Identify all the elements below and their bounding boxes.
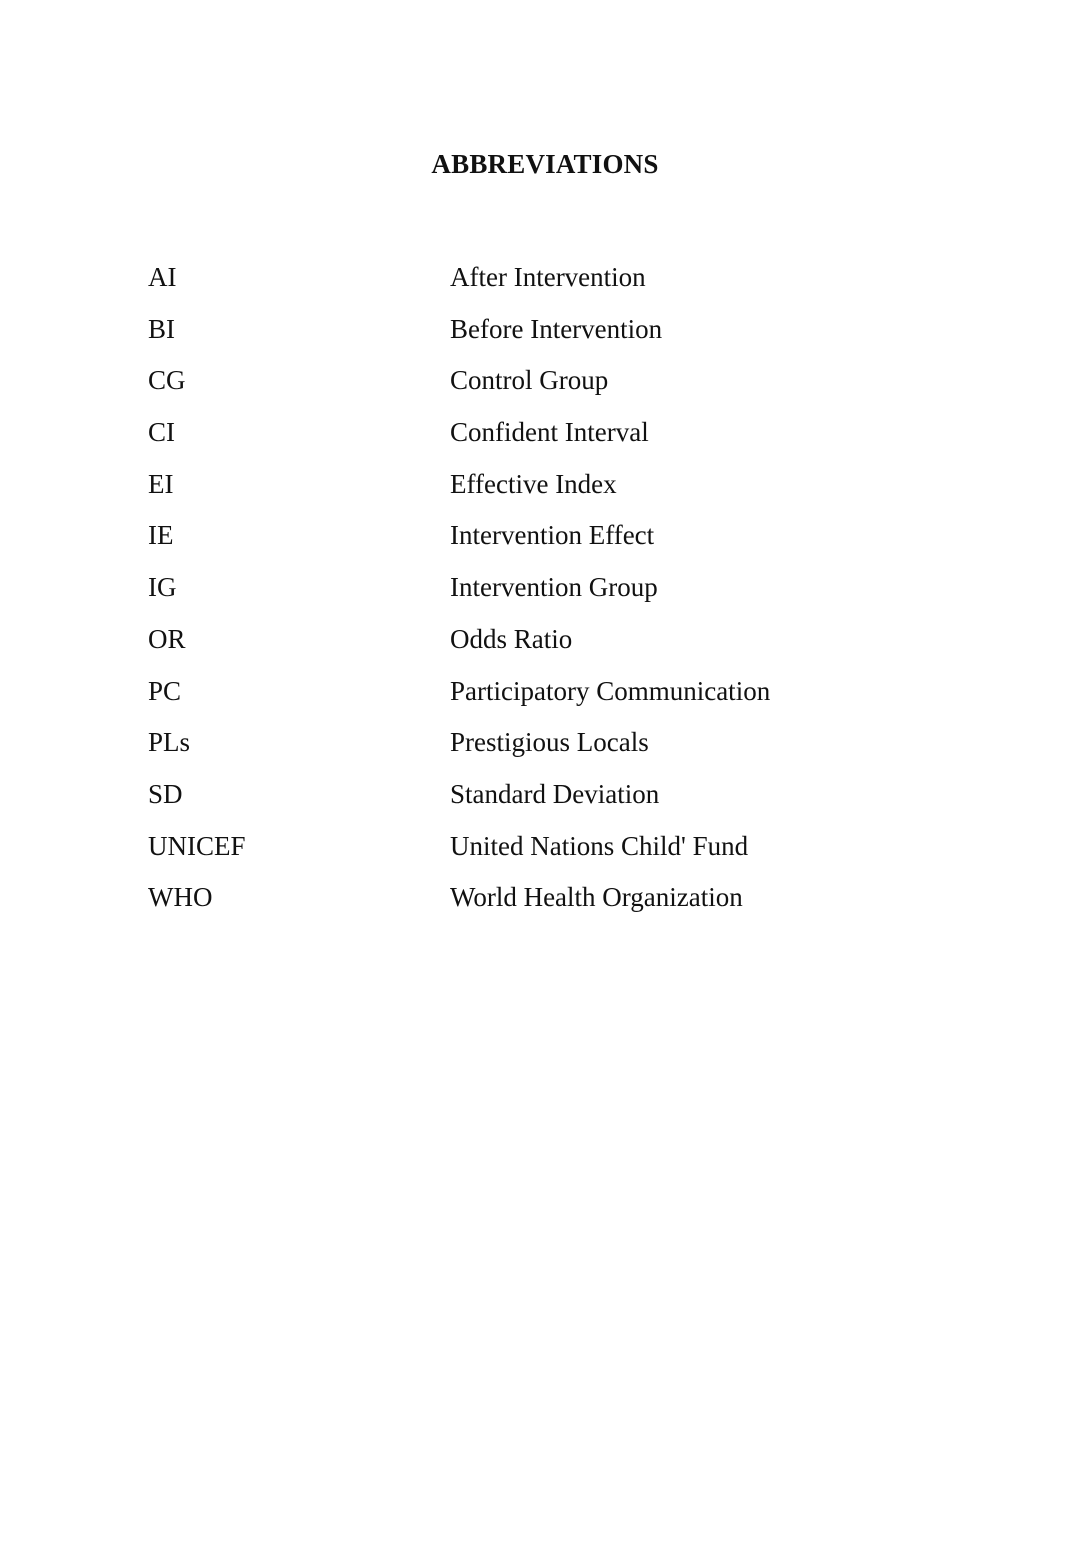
abbreviation-term: OR bbox=[148, 623, 186, 654]
abbreviation-term: UNICEF bbox=[148, 830, 246, 861]
abbreviation-term: SD bbox=[148, 778, 183, 809]
abbreviation-term: PLs bbox=[148, 727, 191, 758]
abbreviation-row bbox=[148, 568, 948, 620]
abbreviation-definition: Intervention Effect bbox=[450, 520, 655, 551]
abbreviation-definition: Prestigious Locals bbox=[450, 727, 649, 758]
abbreviation-definition: Confident Interval bbox=[450, 417, 649, 448]
abbreviation-term: BI bbox=[148, 313, 175, 344]
abbreviation-term: IG bbox=[148, 572, 177, 603]
abbreviation-row bbox=[148, 413, 948, 465]
abbreviation-definition: Control Group bbox=[450, 365, 609, 396]
abbreviation-term: PC bbox=[148, 675, 182, 706]
abbreviation-term: WHO bbox=[148, 882, 213, 913]
abbreviation-row bbox=[148, 361, 948, 413]
abbreviation-definition: Participatory Communication bbox=[450, 675, 771, 706]
abbreviation-term: CG bbox=[148, 365, 186, 396]
abbreviation-row bbox=[148, 465, 948, 517]
abbreviation-row bbox=[148, 827, 948, 879]
abbreviation-definition: Standard Deviation bbox=[450, 778, 660, 809]
abbreviation-row bbox=[148, 516, 948, 568]
abbreviation-term: AI bbox=[148, 262, 177, 292]
abbreviation-row bbox=[148, 672, 948, 724]
abbreviation-row bbox=[148, 620, 948, 672]
abbreviation-definition: Effective Index bbox=[450, 468, 617, 499]
abbreviation-row bbox=[148, 310, 948, 362]
abbreviation-term: IE bbox=[148, 520, 174, 551]
abbreviation-row bbox=[148, 775, 948, 827]
abbreviation-term: EI bbox=[148, 468, 174, 499]
abbreviation-definition: United Nations Child' Fund bbox=[450, 830, 749, 861]
abbreviation-term: CI bbox=[148, 417, 175, 448]
abbreviation-row bbox=[148, 258, 948, 310]
abbreviation-definition: Odds Ratio bbox=[450, 623, 573, 654]
abbreviation-definition: Before Intervention bbox=[450, 313, 663, 344]
abbreviation-row bbox=[148, 723, 948, 775]
abbreviation-list bbox=[148, 258, 948, 930]
abbreviation-definition: Intervention Group bbox=[450, 572, 658, 603]
abbreviation-definition: World Health Organization bbox=[450, 882, 743, 913]
abbreviation-row bbox=[148, 878, 948, 930]
abbreviation-definition: After Intervention bbox=[450, 262, 646, 292]
page-title: ABBREVIATIONS bbox=[431, 149, 659, 179]
